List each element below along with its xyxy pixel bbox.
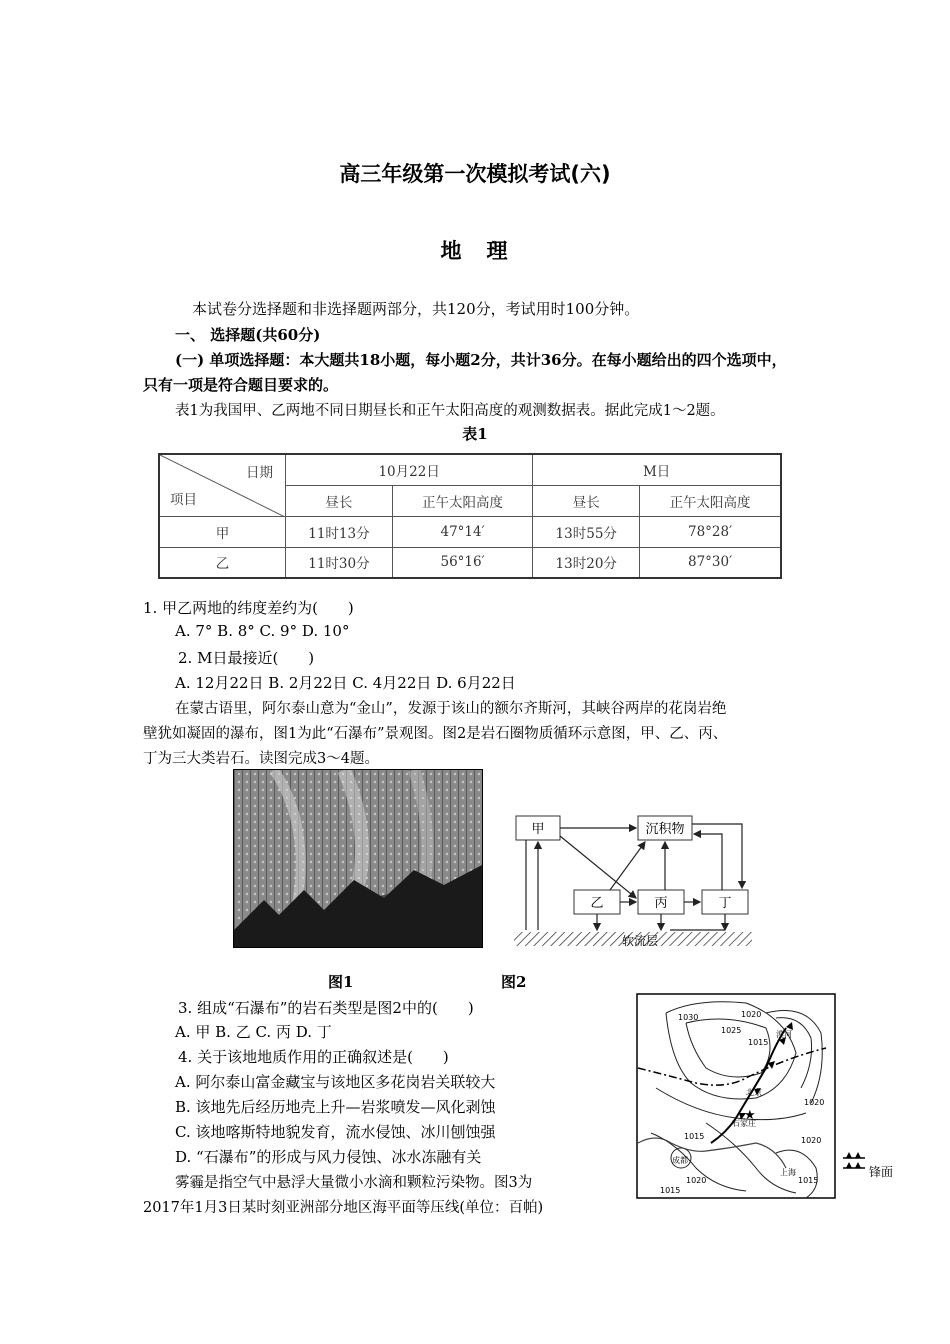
isobar-label: 1015	[748, 1038, 769, 1047]
cell: 11时13分	[286, 516, 393, 547]
figure-1-caption: 图1	[328, 973, 354, 991]
table-caption: 表1	[462, 425, 488, 443]
city-label-chengdu: 成都	[672, 1156, 688, 1165]
question-4-option: B. 该地先后经历地壳上升—岩浆喷发—风化剥蚀	[175, 1098, 496, 1116]
date1-header: 10月22日	[286, 454, 533, 485]
isobar-label: 1020	[801, 1136, 822, 1145]
passage-line: 壁犹如凝固的瀑布，图1为此“石瀑布”景观图。图2是岩石圈物质循环示意图，甲、乙、丙、	[143, 726, 728, 742]
question-2: 2. M日最接近( )	[178, 649, 315, 667]
figure-2-caption: 图2	[501, 973, 527, 991]
front-legend-label: 锋面	[869, 1165, 894, 1179]
cell: 47°14′	[392, 516, 532, 547]
corner-date-label: 日期	[246, 465, 273, 481]
cell: 56°16′	[392, 547, 532, 578]
isobar-label: 1030	[678, 1013, 699, 1022]
label-asthenosphere: 软流层	[621, 934, 659, 948]
question-1-options: A. 7° B. 8° C. 9° D. 10°	[175, 622, 350, 640]
row-name: 乙	[159, 547, 286, 578]
observation-table	[158, 453, 782, 579]
cell: 78°28′	[640, 516, 781, 547]
isobar-label: 1020	[741, 1010, 762, 1019]
question-4-option: A. 阿尔泰山富金藏宝与该地区多花岗岩关联较大	[175, 1073, 496, 1091]
label-bing: 丙	[654, 896, 668, 911]
question-3-options: A. 甲 B. 乙 C. 丙 D. 丁	[175, 1023, 332, 1041]
table-row	[159, 516, 781, 547]
col-sunheight-2: 正午太阳高度	[640, 485, 781, 516]
isobar-label: 1020	[686, 1176, 707, 1185]
label-yi: 乙	[590, 896, 604, 911]
city-label-beijing: 北京	[746, 1088, 762, 1097]
isobar-label: 1015	[798, 1176, 819, 1185]
table-intro: 表1为我国甲、乙两地不同日期昼长和正午太阳高度的观测数据表。据此完成1～2题。	[175, 403, 725, 419]
section-instructions-1: (一) 单项选择题：本大题共18小题，每小题2分，共计36分。在每小题给出的四个选项中，	[175, 351, 787, 369]
cell: 11时30分	[286, 547, 393, 578]
label-jia: 甲	[531, 822, 545, 837]
row-name: 甲	[159, 516, 286, 547]
star-icon: ★	[744, 1108, 756, 1123]
question-4: 4. 关于该地地质作用的正确叙述是( )	[178, 1048, 449, 1066]
cell: 13时55分	[533, 516, 640, 547]
date2-header: M日	[533, 454, 781, 485]
cell: 87°30′	[640, 547, 781, 578]
passage-line: 丁为三大类岩石。读图完成3～4题。	[143, 751, 379, 767]
isobar-label: 1015	[684, 1132, 705, 1141]
question-1: 1. 甲乙两地的纬度差约为( )	[143, 599, 354, 617]
corner-item-label: 项目	[170, 491, 197, 508]
exam-intro: 本试卷分选择题和非选择题两部分，共120分，考试用时100分钟。	[192, 300, 640, 318]
col-sunheight-1: 正午太阳高度	[392, 485, 532, 516]
question-3: 3. 组成“石瀑布”的岩石类型是图2中的( )	[178, 999, 474, 1017]
page-title: 高三年级第一次模拟考试(六)	[339, 162, 611, 186]
isobar-label: 1020	[804, 1098, 825, 1107]
label-ding: 丁	[718, 896, 732, 911]
city-label-shijiazhuang: 石家庄	[732, 1119, 756, 1128]
passage-line: 在蒙古语里，阿尔泰山意为“金山”，发源于该山的额尔齐斯河，其峡谷两岸的花岗岩绝	[175, 701, 727, 717]
table-row	[159, 547, 781, 578]
passage-line: 2017年1月3日某时刻亚洲部分地区海平面等压线(单位：百帕)	[143, 1200, 544, 1216]
subject-title: 地 理	[440, 239, 510, 263]
question-4-option: D. “石瀑布”的形成与风力侵蚀、冰水冻融有关	[175, 1148, 482, 1166]
col-daylength-2: 昼长	[533, 485, 640, 516]
col-daylength-1: 昼长	[286, 485, 393, 516]
section-heading: 一、 选择题(共60分)	[175, 326, 321, 344]
question-2-options: A. 12月22日 B. 2月22日 C. 4月22日 D. 6月22日	[175, 674, 516, 692]
label-sediment: 沉积物	[645, 822, 685, 837]
cell: 13时20分	[533, 547, 640, 578]
passage-line: 雾霾是指空气中悬浮大量微小水滴和颗粒污染物。图3为	[175, 1175, 533, 1191]
table-corner-cell	[159, 454, 286, 516]
city-label-shanghai: 上海	[780, 1168, 796, 1177]
city-label-moho: 漠河	[776, 1030, 792, 1039]
rock-cycle-diagram	[510, 808, 760, 953]
front-legend-icon	[842, 1150, 866, 1172]
isobar-label: 1015	[660, 1186, 681, 1195]
isobar-label: 1025	[721, 1026, 742, 1035]
section-instructions-2: 只有一项是符合题目要求的。	[143, 376, 339, 394]
stone-waterfall-photo	[233, 769, 483, 948]
isobar-map	[636, 993, 836, 1199]
question-4-option: C. 该地喀斯特地貌发育，流水侵蚀、冰川刨蚀强	[175, 1123, 496, 1141]
